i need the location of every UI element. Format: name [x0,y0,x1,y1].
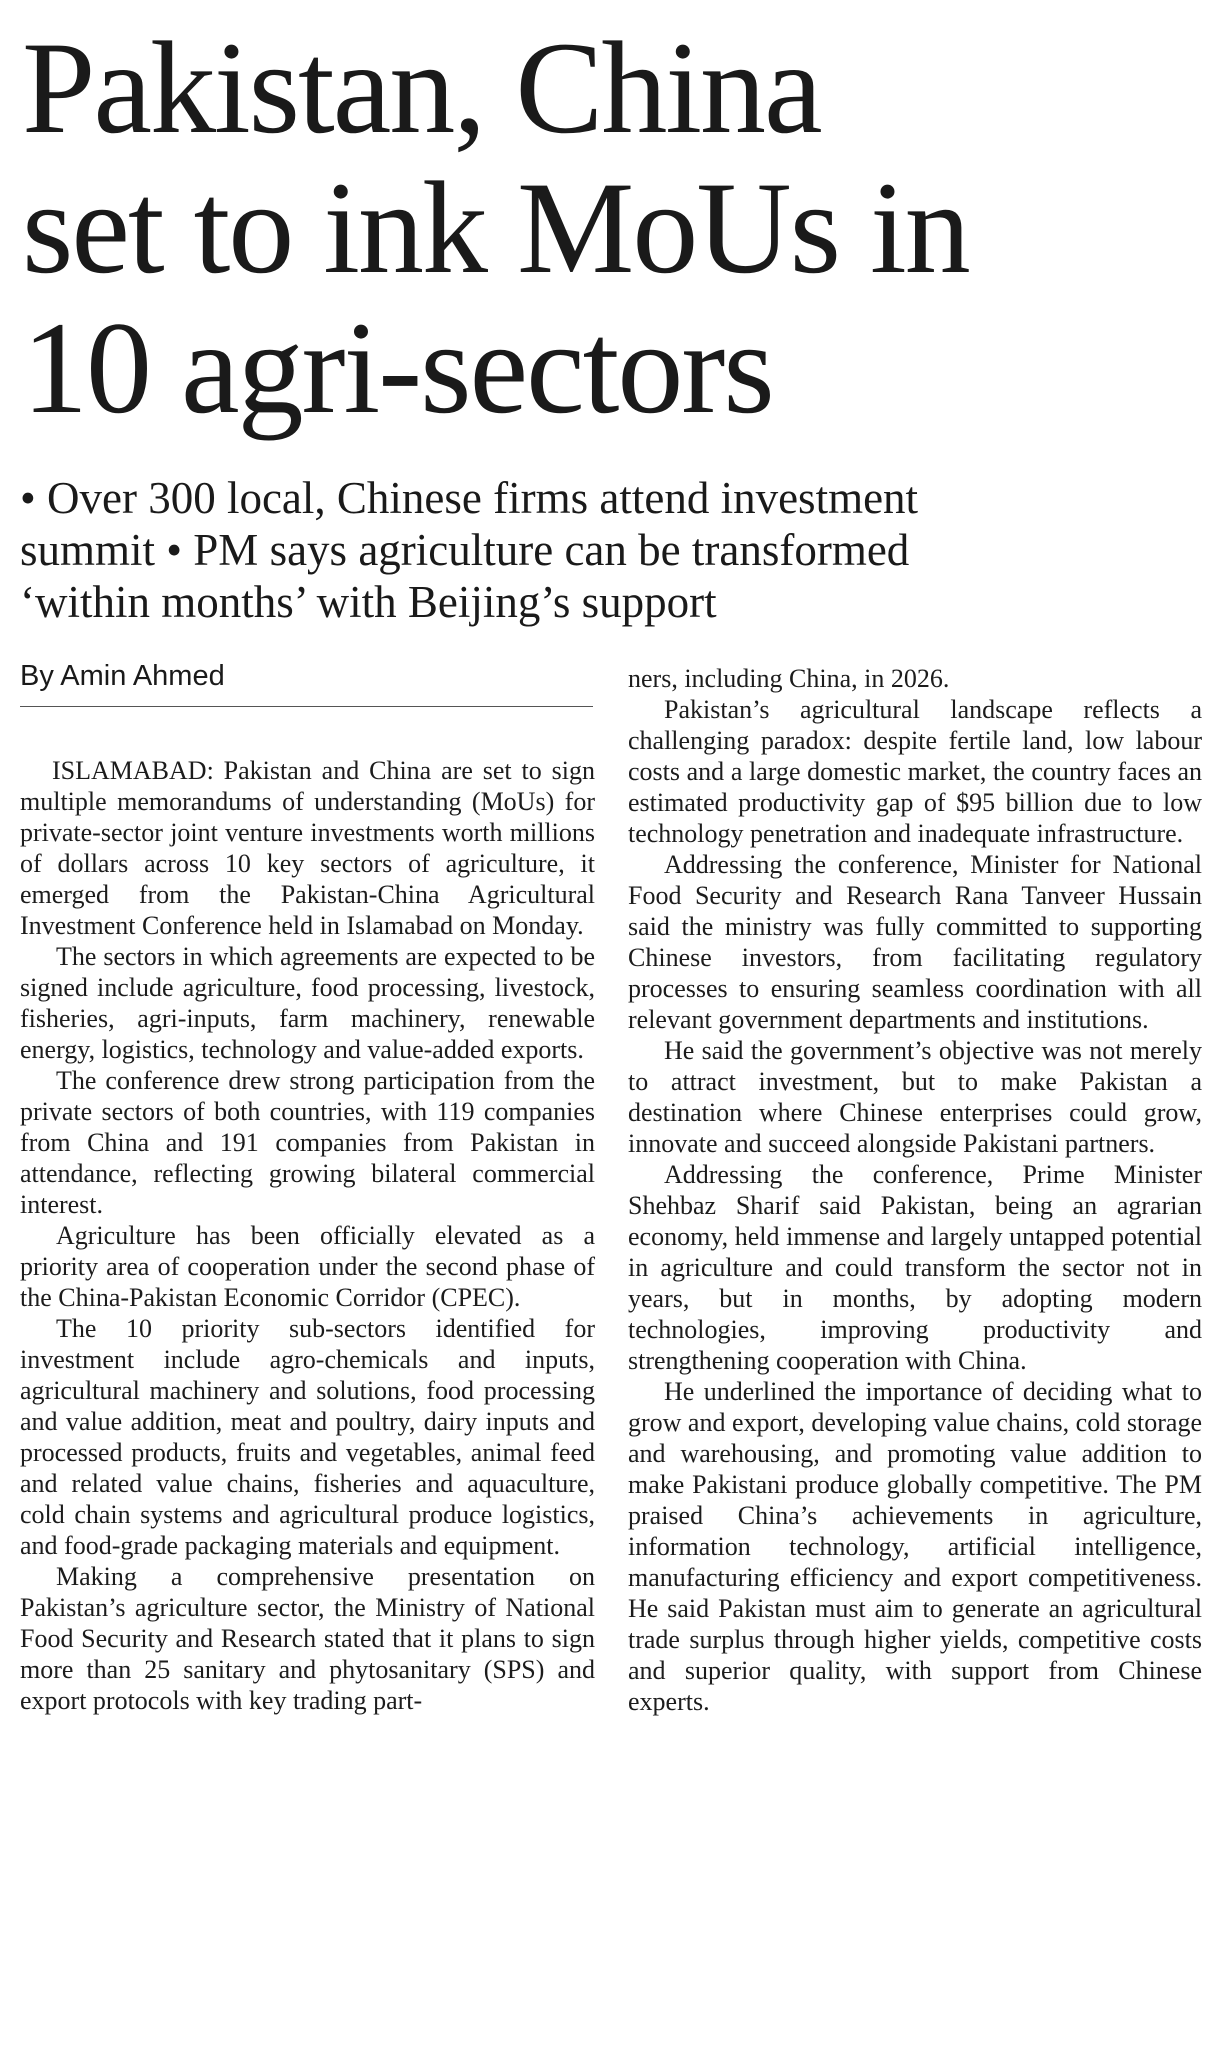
left-column [20,755,595,1716]
paragraph: Addressing the conference, Minister for National Food Security and Research Rana Tanveer Hussain said the ministry was fully committed to supporting Chinese investors, from facilitating regulatory processes to ensuring seamless coordination with all relevant government departments and institutions. [628,850,1202,1034]
paragraph: ISLAMABAD: Pakistan and China are set to sign multiple memorandums of understanding (MoUs) for private-sector joint venture investments worth millions of dollars across 10 key sectors of agriculture, it emerged from the Pakistan-China Agricultural Investment Conference held in Islamabad on Monday. [20,756,595,940]
right-column [628,663,1202,1717]
deck-line: ‘within months’ with Beijing’s support [20,577,717,627]
paragraph: The sectors in which agreements are expected to be signed include agriculture, food processing, livestock, fisheries, agri-inputs, farm machinery, renewable energy, logistics, technology and value-added exports. [20,942,595,1064]
headline-line: set to ink MoUs in [22,154,969,301]
paragraph: Addressing the conference, Prime Minister Shehbaz Sharif said Pakistan, being an agrarian economy, held immense and largely untapped potential in agriculture and could transform the sector not in years, but in months, by adopting modern technologies, improving productivity and strengthening cooperation with China. [628,1160,1202,1375]
headline-line: Pakistan, China [22,14,821,161]
byline: By Amin Ahmed [20,656,593,707]
paragraph: He said the government’s objective was not merely to attract investment, but to make Pakistan a destination where Chinese enterprises could grow, innovate and succeed alongside Pakistani partners. [628,1036,1202,1158]
headline [22,14,1212,441]
paragraph: He underlined the importance of deciding what to grow and export, developing value chains, cold storage and warehousing, and promoting value addition to make Pakistani produce globally competitive. The PM praised China’s achievements in agriculture, information technology, artificial intelligence, manufacturing efficiency and export competitiveness. He said Pakistan must aim to generate an agricultural trade surplus through higher yields, competitive costs and superior quality, with support from Chinese experts. [628,1377,1202,1716]
headline-line: 10 agri-sectors [22,294,773,441]
paragraph: Pakistan’s agricultural landscape reflects a challenging paradox: despite fertile land, low labour costs and a large domestic market, the country faces an estimated productivity gap of $95 billion due to low technology penetration and inadequate infrastructure. [628,695,1202,848]
paragraph: Making a comprehensive presentation on Pakistan’s agriculture sector, the Ministry of National Food Security and Research stated that it plans to sign more than 25 sanitary and phytosanitary (SPS) and export protocols with key trading part- [20,1562,595,1715]
paragraph: The 10 priority sub-sectors identified for investment include agro-chemicals and inputs, agricultural machinery and solutions, food processing and value addition, meat and poultry, dairy inputs and processed products, fruits and vegetables, animal feed and related value chains, fisheries and aquaculture, cold chain systems and agricultural produce logistics, and food-grade packaging materials and equipment. [20,1314,595,1560]
deck-subheadline [20,472,1210,628]
paragraph: The conference drew strong participation from the private sectors of both countries, with 119 companies from China and 191 companies from Pakistan in attendance, reflecting growing bilateral commercial interest. [20,1066,595,1219]
paragraph-continuation: ners, including China, in 2026. [628,664,950,693]
deck-line: summit • PM says agriculture can be transformed [20,525,910,575]
deck-line: • Over 300 local, Chinese firms attend investment [20,473,919,523]
paragraph: Agriculture has been officially elevated as a priority area of cooperation under the second phase of the China-Pakistan Economic Corridor (CPEC). [20,1221,595,1312]
